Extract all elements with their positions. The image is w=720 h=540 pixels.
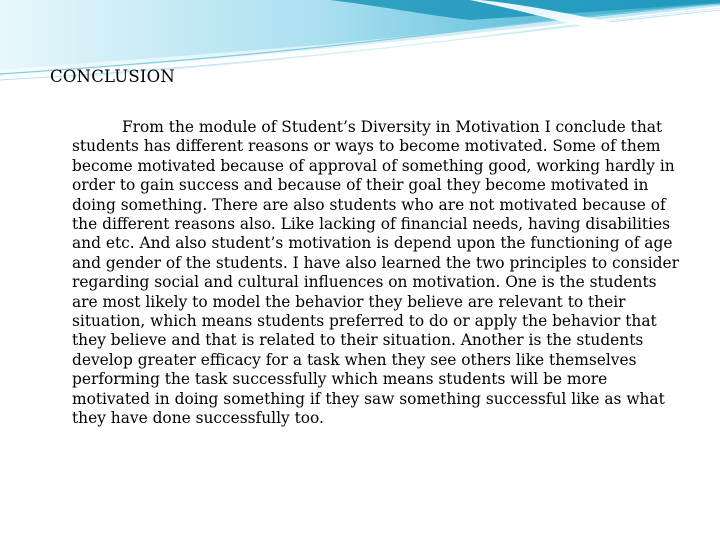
slide-title: CONCLUSION [50, 67, 175, 86]
wave-band-main [0, 0, 720, 70]
conclusion-paragraph: From the module of Student’s Diversity in Motivation I conclude that students has different reasons or ways to become motivated. Some of them become motivated because of approval of something good, working hardly in order to gain success and because of their goal they become motivated in doing something. There are also students who are not motivated because of the different reasons also. Like lacking of financial needs, having disabilities and etc. And also student’s motivation is depend upon the functioning of age and gender of the students. I have also learned the two principles to consider regarding social and cultural influences on motivation. One is the students are most likely to model the behavior they believe are relevant to their situation, which means students preferred to do or apply the behavior that they believe and that is related to their situation. Another is the students develop greater efficacy for a task when they see others like themselves performing the task successfully which means students will be more motivated in doing something if they saw something successful like as what they have done successfully too. [72, 118, 679, 428]
